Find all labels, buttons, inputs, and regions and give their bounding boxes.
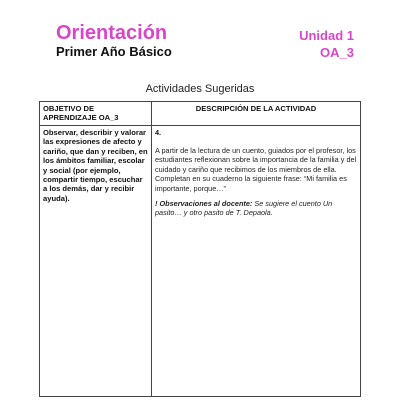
objective-code: OA_3 — [320, 45, 354, 60]
activity-number: 4. — [155, 128, 162, 137]
subject-title: Orientación — [56, 22, 168, 44]
table-header-row — [40, 102, 361, 126]
grade-subtitle: Primer Año Básico — [56, 44, 172, 59]
objective-header: OBJETIVO DE APRENDIZAJE OA_3 — [40, 102, 152, 126]
description-cell — [152, 126, 361, 397]
section-title: Actividades Sugeridas — [145, 83, 255, 95]
observation-label: ! Observaciones al docente: — [155, 198, 253, 208]
table-row — [40, 126, 361, 397]
unit-label: Unidad 1 — [299, 28, 354, 43]
observation-text: Se sugiere el cuento Un pasito… y otro pasito de T. Depaola. — [155, 198, 333, 218]
description-header: DESCRIPCIÓN DE LA ACTIVIDAD — [152, 102, 361, 126]
objective-cell: Observar, describir y valorar las expresiones de afecto y cariño, que dan y reciben, en los ámbitos familiar, escolar y social (por ejemplo, compartir tiempo, escuchar a los demás, dar y recibir ayuda). — [40, 126, 152, 397]
activities-table — [39, 101, 361, 397]
activity-paragraph: A partir de la lectura de un cuento, guiados por el profesor, los estudiantes reflexionan sobre la importancia de la familia y del cuidado y cariño que recibimos de los miembros de ella. Completan en su cuaderno la siguiente frase: “Mi familia es importante, porque…” — [155, 145, 357, 193]
teacher-observation — [155, 199, 357, 218]
